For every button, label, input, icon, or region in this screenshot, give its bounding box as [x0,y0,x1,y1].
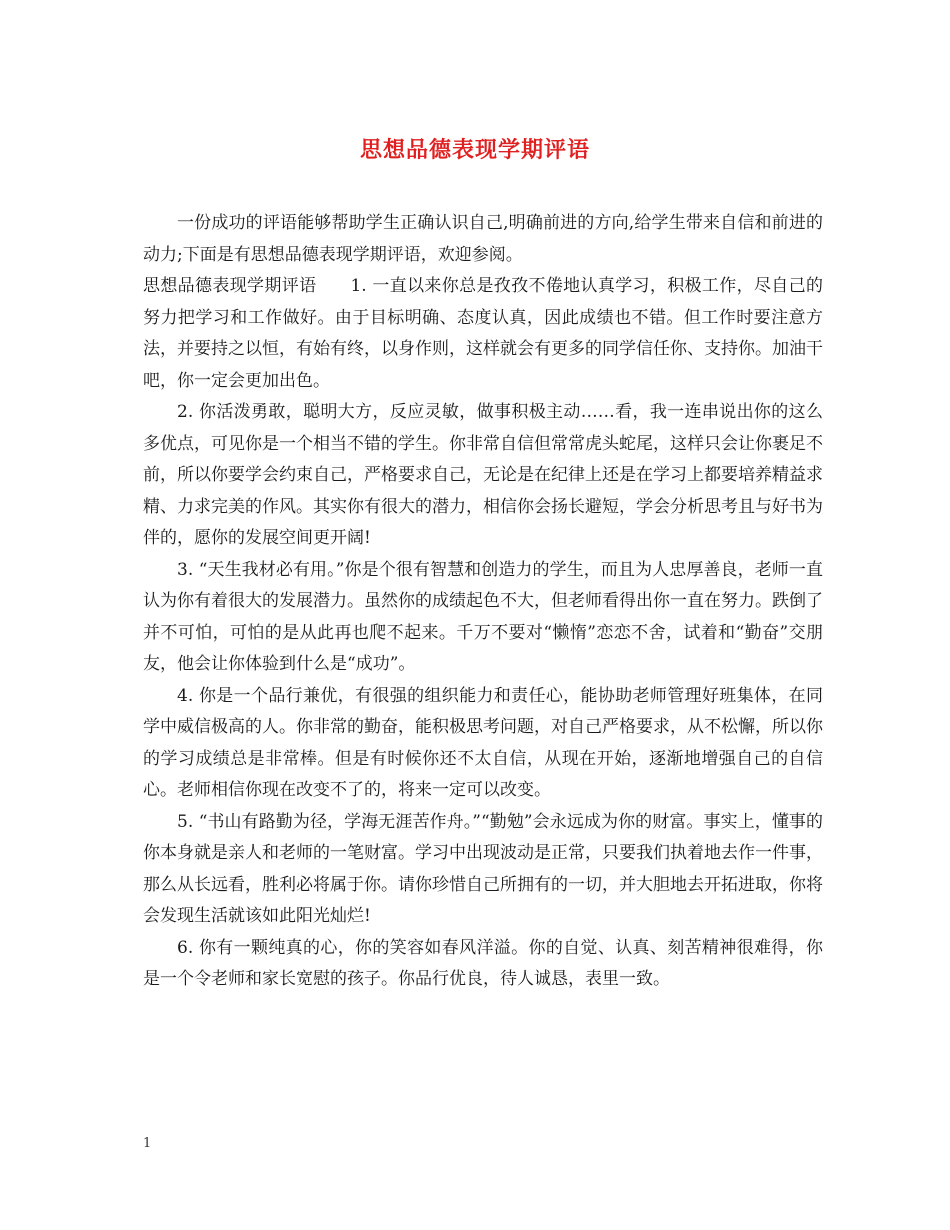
paragraph-3: 3. “天生我材必有用。”你是个很有智慧和创造力的学生，而且为人忠厚善良，老师一直认为你有着很大的发展潜力。虽然你的成绩起色不大，但老师看得出你一直在努力。跌倒了并不可怕，可怕的是从此再也爬不起来。千万不要对“懒惰”恋恋不舍，试着和“勤奋”交朋友，他会让你体验到什么是“成功”。 [143,559,823,674]
paragraph-6: 6. 你有一颗纯真的心，你的笑容如春风洋溢。你的自觉、认真、刻苦精神很难得，你是一个令老师和家长宽慰的孩子。你品行优良，待人诚恳，表里一致。 [143,937,823,989]
page-number: 1 [143,1136,152,1151]
paragraph-1-text: 1. 一直以来你总是孜孜不倦地认真学习，积极工作，尽自己的努力把学习和工作做好。由于目标明确、态度认真，因此成绩也不错。但工作时要注意方法，并要持之以恒，有始有终，以身作则，这样就会有更多的同学信任你、支持你。加油干吧，你一定会更加出色。 [143,276,823,391]
document-title: 思想品德表现学期评语 [359,137,590,163]
paragraph-4: 4. 你是一个品行兼优，有很强的组织能力和责任心，能协助老师管理好班集体，在同学中威信极高的人。你非常的勤奋，能积极思考问题，对自己严格要求，从不松懈，所以你的学习成绩总是非常棒。但是有时候你还不太自信，从现在开始，逐渐地增强自己的自信心。老师相信你现在改变不了的，将来一定可以改变。 [143,685,823,800]
paragraph-2: 2. 你活泼勇敢，聪明大方，反应灵敏，做事积极主动……看，我一连串说出你的这么多优点，可见你是一个相当不错的学生。你非常自信但常常虎头蛇尾，这样只会让你裹足不前，所以你要学会约束自己，严格要求自己，无论是在纪律上还是在学习上都要培养精益求精、力求完美的作风。其实你有很大的潜力，相信你会扬长避短，学会分析思考且与好书为伴的，愿你的发展空间更开阔! [143,402,823,548]
intro-paragraph: 一份成功的评语能够帮助学生正确认识自己,明确前进的方向,给学生带来自信和前进的动力;下面是有思想品德表现学期评语，欢迎参阅。 [143,213,823,265]
paragraph-5: 5. “书山有路勤为径，学海无涯苦作舟。”“勤勉”会永远成为你的财富。事实上，懂事的你本身就是亲人和老师的一笔财富。学习中出现波动是正常，只要我们执着地去作一件事，那么从长远看，胜利必将属于你。请你珍惜自己所拥有的一切，并大胆地去开拓进取，你将会发现生活就该如此阳光灿烂! [143,811,823,926]
section-heading: 思想品德表现学期评语 [143,276,317,296]
paragraph-1 [143,271,823,397]
document-body [143,208,823,996]
